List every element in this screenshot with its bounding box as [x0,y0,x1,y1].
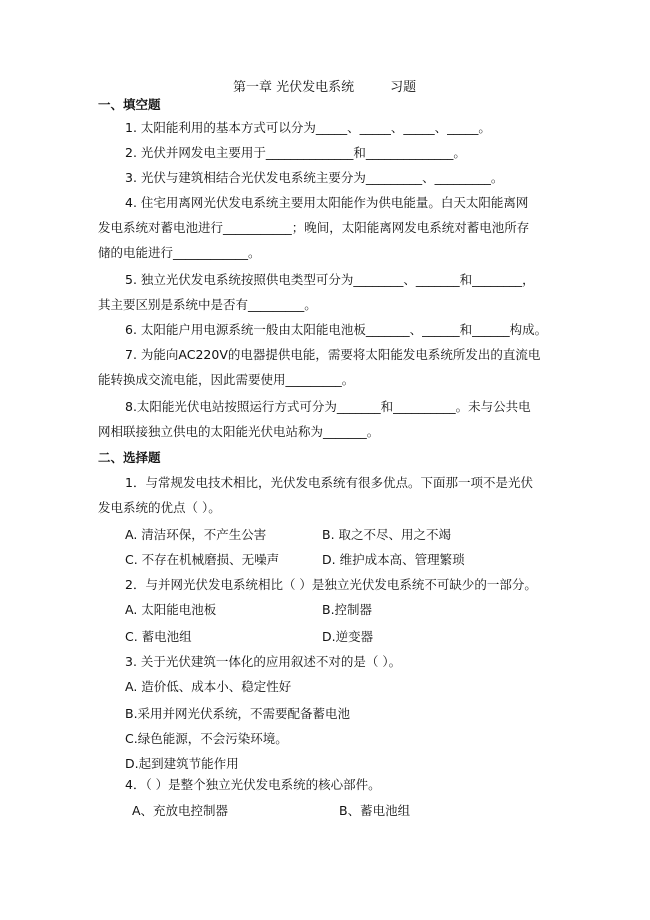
page-title [233,79,416,97]
section-heading-fill-in: 一、填空题 [98,97,161,112]
fill-question-5-line-2: 其主要区别是系统中是否有_________。 [98,297,317,312]
title-suffix: 习题 [390,80,417,95]
fill-question-6: 6. 太阳能户用电源系统一般由太阳能电池板_______、______和______构成。 [125,322,548,337]
choice-2-option-a: A. 太阳能电池板 [125,602,217,617]
choice-1-option-a: A. 清洁环保，不产生公害 [125,527,267,542]
fill-question-8-line-1: 8.太阳能光伏电站按照运行方式可分为_______和__________。未与公共电 [125,399,531,414]
fill-question-1: 1. 太阳能利用的基本方式可以分为_____、_____、_____、_____。 [125,120,491,135]
fill-question-5-line-1: 5. 独立光伏发电系统按照供电类型可分为________、_______和________， [125,272,535,287]
choice-1-option-d: D. 维护成本高、管理繁琐 [322,552,465,567]
fill-question-7-line-2: 能转换成交流电能，因此需要使用_________。 [98,372,355,387]
fill-question-8-line-2: 网相联接独立供电的太阳能光伏电站称为_______。 [98,424,380,439]
fill-question-3: 3. 光伏与建筑相结合光伏发电系统主要分为_________、_________。 [125,170,504,185]
choice-1-option-c: C. 不存在机械磨损、无噪声 [125,552,280,567]
choice-3-option-b: B.采用并网光伏系统，不需要配备蓄电池 [125,706,351,721]
choice-1-option-b: B. 取之不尽、用之不竭 [322,527,452,542]
choice-3-option-a: A. 造价低、成本小、稳定性好 [125,679,292,694]
choice-2-option-d: D.逆变器 [322,629,374,644]
choice-3-option-d: D.起到建筑节能作用 [125,756,239,771]
fill-question-4-line-3: 储的电能进行____________。 [98,245,261,260]
fill-question-4-line-1: 4. 住宅用离网光伏发电系统主要用太阳能作为供电能量。白天太阳能离网 [125,195,529,210]
title-main: 第一章 光伏发电系统 [233,80,355,95]
section-heading-multiple-choice: 二、选择题 [98,450,161,465]
fill-question-7-line-1: 7. 为能向AC220V的电器提供电能，需要将太阳能发电系统所发出的直流电 [125,347,541,362]
choice-4-option-a: A、充放电控制器 [132,803,229,818]
choice-4-option-b: B、蓄电池组 [339,803,411,818]
choice-2-option-b: B.控制器 [322,602,373,617]
choice-question-3: 3. 关于光伏建筑一体化的应用叙述不对的是（ ）。 [125,654,402,669]
choice-question-4: 4．（ ）是整个独立光伏发电系统的核心部件。 [125,777,381,792]
fill-question-4-line-2: 发电系统对蓄电池进行___________；晚间，太阳能离网发电系统对蓄电池所存 [98,220,530,235]
choice-question-2: 2．与并网光伏发电系统相比（ ）是独立光伏发电系统不可缺少的一部分。 [125,577,537,592]
choice-3-option-c: C.绿色能源，不会污染环境。 [125,731,288,746]
choice-2-option-c: C. 蓄电池组 [125,629,192,644]
fill-question-2: 2. 光伏并网发电主要用于______________和______________。 [125,145,466,160]
choice-question-1-line-1: 1．与常规发电技术相比，光伏发电系统有很多优点。下面那一项不是光伏 [125,475,533,490]
choice-question-1-line-2: 发电系统的优点（ ）。 [98,500,221,515]
